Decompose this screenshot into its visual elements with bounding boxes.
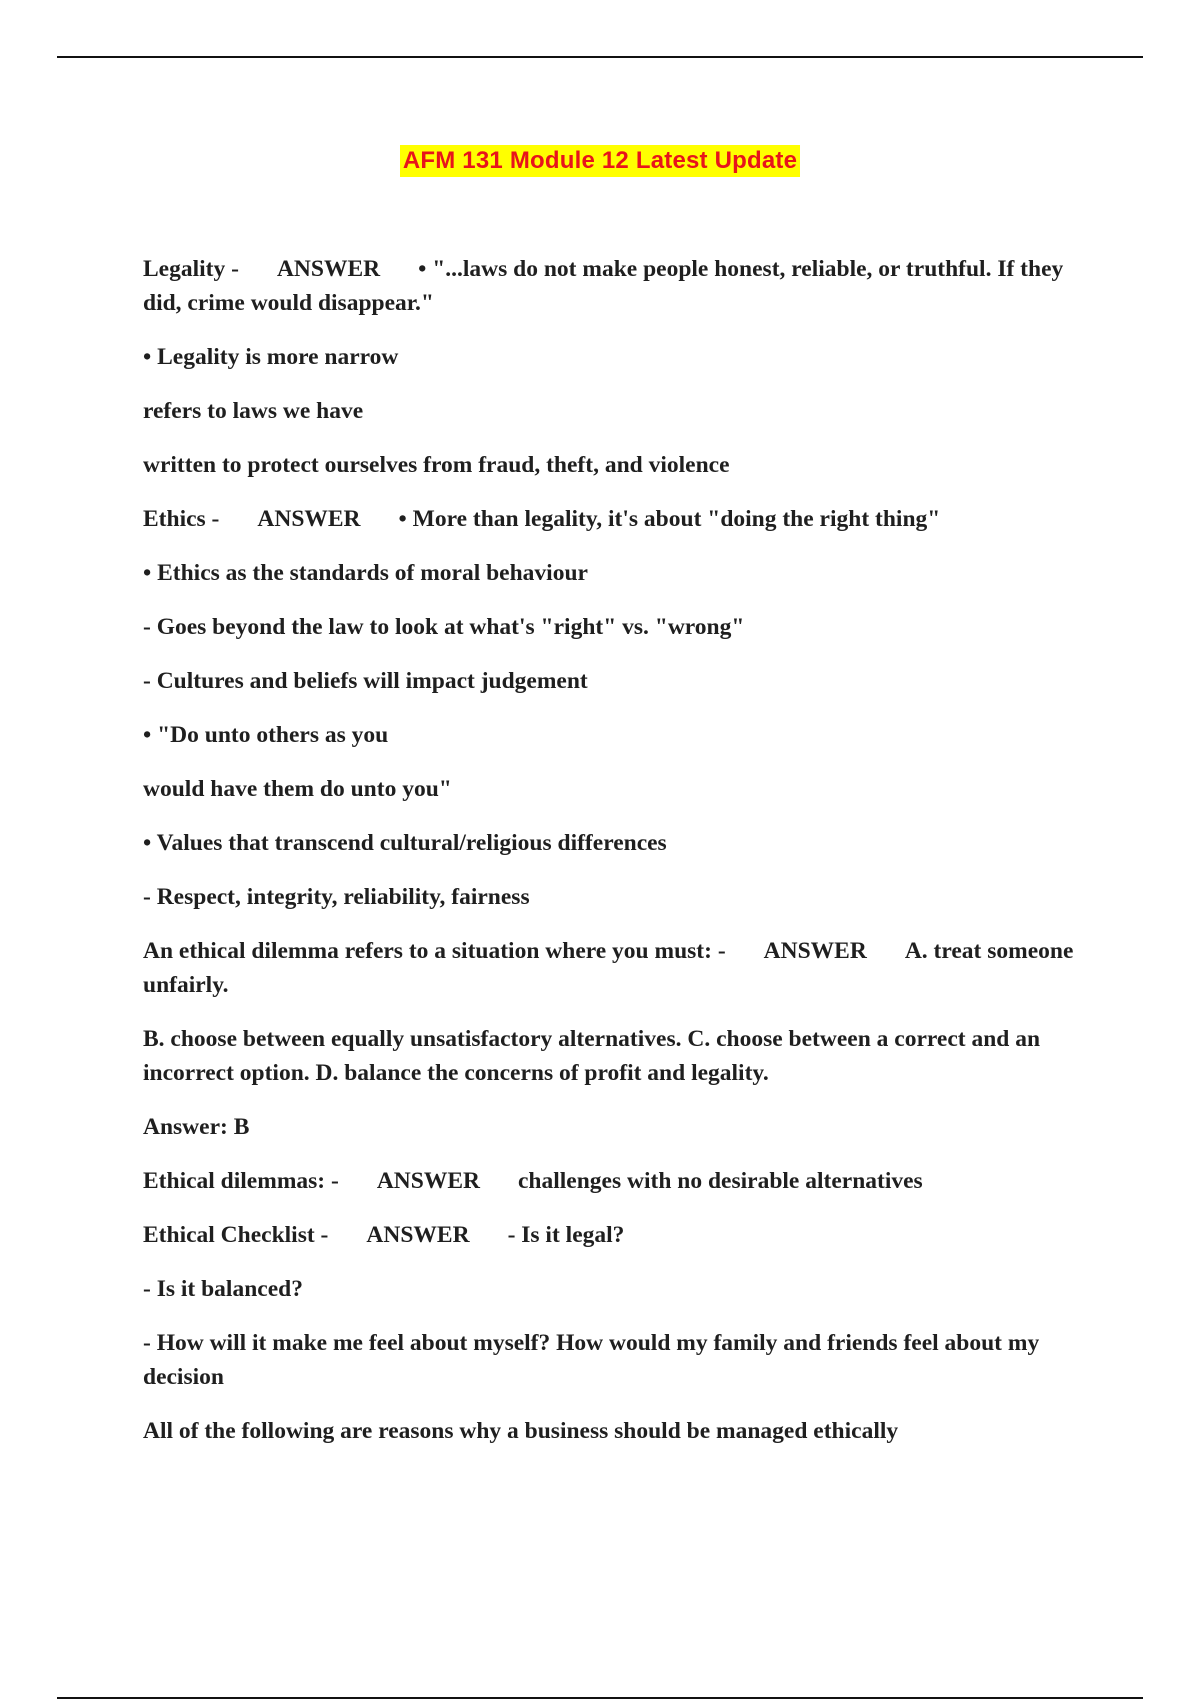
paragraph: refers to laws we have (143, 398, 364, 424)
term: Ethical dilemmas: - (143, 1168, 339, 1194)
document-title: AFM 131 Module 12 Latest Update (400, 145, 800, 177)
answer-label: ANSWER (257, 506, 361, 532)
paragraph: Answer: B (143, 1114, 250, 1140)
paragraph: • Values that transcend cultural/religious differences (143, 830, 667, 856)
paragraph (143, 1164, 1093, 1198)
answer-text: - Is it legal? (507, 1222, 625, 1248)
term: Ethics - (143, 506, 220, 532)
term: Legality - (143, 256, 239, 282)
paragraph: B. choose between equally unsatisfactory alternatives. C. choose between a correct and an incorrect option. D. balance the concerns of profit and legality. (143, 1026, 1041, 1086)
paragraph: • "Do unto others as you (143, 722, 389, 748)
paragraph: - Goes beyond the law to look at what's "right" vs. "wrong" (143, 614, 745, 640)
paragraph: All of the following are reasons why a business should be managed ethically (143, 1418, 899, 1444)
answer-text: challenges with no desirable alternatives (518, 1168, 923, 1194)
paragraph (143, 1218, 1093, 1252)
paragraph (143, 934, 1093, 1002)
answer-label: ANSWER (276, 256, 381, 282)
paragraph: • Ethics as the standards of moral behaviour (143, 560, 588, 586)
answer-label: ANSWER (763, 938, 867, 964)
paragraph (143, 252, 1093, 320)
answer-text: A. treat someone unfairly. (143, 938, 1074, 998)
paragraph: - Is it balanced? (143, 1276, 303, 1302)
paragraph (143, 502, 1093, 536)
paragraph: - Respect, integrity, reliability, fairness (143, 884, 530, 910)
paragraph: - How will it make me feel about myself? How would my family and friends feel about my decision (143, 1330, 1040, 1390)
bottom-rule (57, 1697, 1143, 1699)
term: Ethical Checklist - (143, 1222, 329, 1248)
top-rule (57, 56, 1143, 58)
answer-label: ANSWER (376, 1168, 480, 1194)
answer-text: • "...laws do not make people honest, reliable, or truthful. If they did, crime would disappear." (143, 256, 1064, 316)
paragraph: written to protect ourselves from fraud, theft, and violence (143, 452, 730, 478)
term: An ethical dilemma refers to a situation where you must: - (143, 938, 726, 964)
paragraph: would have them do unto you" (143, 776, 452, 802)
answer-label: ANSWER (366, 1222, 470, 1248)
answer-text: • More than legality, it's about "doing the right thing" (398, 506, 941, 532)
paragraph: • Legality is more narrow (143, 344, 399, 370)
title-container (0, 145, 1200, 177)
document-body (143, 252, 1093, 1468)
paragraph: - Cultures and beliefs will impact judgement (143, 668, 588, 694)
